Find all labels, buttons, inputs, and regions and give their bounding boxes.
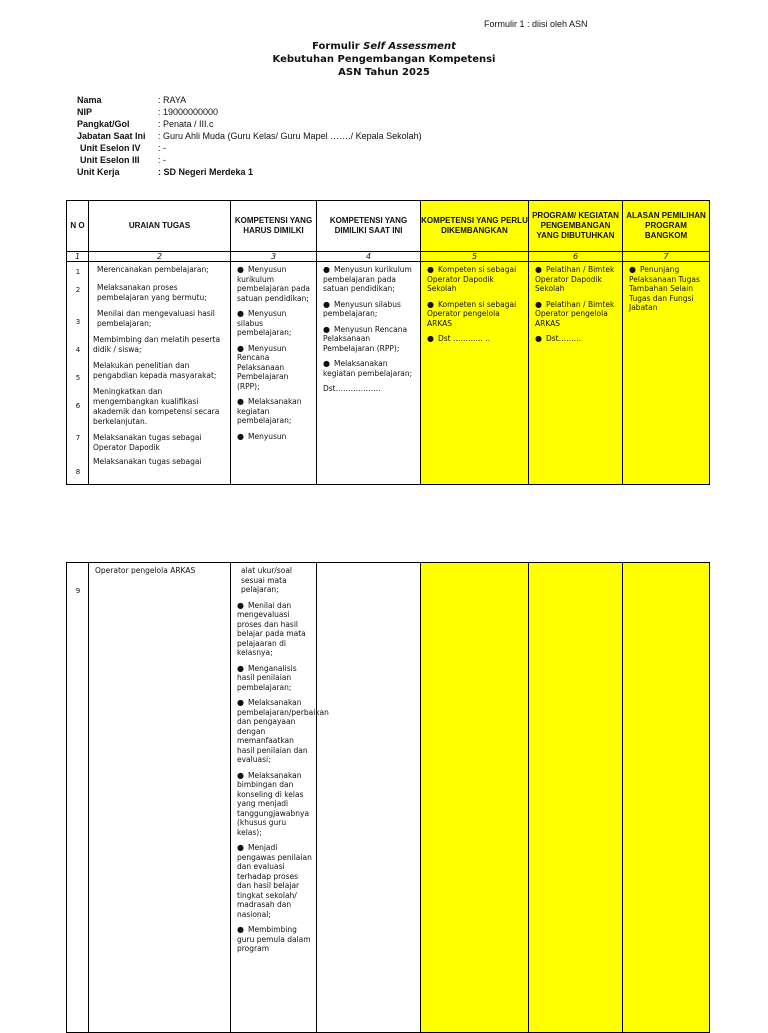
row-number: 5 [75,374,81,382]
uraian-item: Merencanakan pembelajaran; [97,265,209,274]
competency-table [66,200,710,485]
row-number: 2 [75,286,81,294]
identity-row-jabatan: Jabatan Saat Ini : Guru Ahli Muda (Guru Kelas/ Guru Mapel ……./ Kepala Sekolah) [77,131,422,141]
competency-bullet: ● Melaksanakan kegiatan pembelajaran; [323,359,413,378]
uraian-item: Menilai dan mengevaluasi hasil pembelajaran; [97,309,215,328]
header-perlu: KOMPETENSI YANG PERLU DIKEMBANGKAN [421,201,529,252]
table-header-row [67,201,710,252]
col-number: 2 [89,252,231,262]
identity-block [77,94,422,178]
competency-continuation: alat ukur/soal sesuai mata pelajaran; [241,566,293,594]
row-number: 7 [75,434,81,442]
dimiliki-cell-empty [317,563,421,1033]
col-number: 6 [529,252,623,262]
header-dimiliki: KOMPETENSI YANG DIMILIKI SAAT INI [317,201,421,252]
bullet-icon: ● [237,265,244,274]
col-number: 4 [317,252,421,262]
uraian-item: Melaksanakan tugas sebagai [93,457,202,466]
row-numbers-cell [67,563,89,1033]
identity-row-pangkat: Pangkat/Gol : Penata / III.c [77,119,214,129]
bullet-icon: ● [427,334,434,343]
header-program: PROGRAM/ KEGIATAN PENGEMBANGAN YANG DIBUTUHKAN [529,201,623,252]
bullet-icon: ● [427,299,434,309]
col-number: 7 [623,252,710,262]
program-cell [529,262,623,485]
alasan-cell [623,262,710,485]
dimiliki-continuation: Dst……………… [323,384,381,393]
competency-bullet: ● Menyusun silabus pembelajaran; [237,309,292,337]
bullet-icon: ● [237,770,244,780]
perlu-cell-empty [421,563,529,1033]
title-italic: Self Assessment [363,41,456,52]
competency-bullet: ● Menyusun silabus pembelajaran; [323,299,401,318]
title-line-3: ASN Tahun 2025 [338,67,430,78]
competency-bullet: ● Melaksanakan kegiatan pembelajaran; [237,397,302,425]
competency-bullet: ● Dst ………… .. [427,334,491,343]
uraian-item: Membimbing dan melatih peserta didik / siswa; [93,335,221,354]
competency-bullet: ● Membimbing guru pemula dalam program [237,925,311,953]
identity-row-nama: Nama : RAYA [77,95,187,105]
bullet-icon: ● [535,299,542,309]
bullet-icon: ● [323,324,330,334]
competency-bullet: ● Menyusun [237,431,287,441]
bullet-icon: ● [237,925,244,934]
uraian-item: Melaksanakan tugas sebagai Operator Dapodik [93,433,202,452]
competency-bullet: ● Kompeten si sebagai Operator Dapodik Sekolah [427,265,517,293]
row-numbers-cell [67,262,89,485]
form-note: Formulir 1 : diisi oleh ASN [484,19,588,29]
bullet-icon: ● [237,343,244,353]
competency-bullet: ● Melaksanakan bimbingan dan konseling di kelas yang menjadi tanggungjawabnya (khusus guru kelas); [237,770,310,837]
identity-row-eselon-iv: Unit Eselon IV : - [80,143,166,153]
bullet-icon: ● [535,265,542,274]
title-line-2: Kebutuhan Pengembangan Kompetensi [272,54,496,65]
table-row [67,262,710,485]
program-bullet: ● Dst……… [535,334,582,343]
uraian-item: Operator pengelola ARKAS [95,566,196,575]
table-row [67,563,710,1033]
uraian-item: Meningkatkan dan mengembangkan kualifikasi akademik dan kompetensi secara berkelanjutan. [93,387,220,426]
row-number: 4 [75,346,81,354]
program-cell-empty [529,563,623,1033]
perlu-cell [421,262,529,485]
dimiliki-cell [317,262,421,485]
uraian-cell [89,563,231,1033]
row-number: 8 [75,468,81,476]
header-alasan: ALASAN PEMILIHAN PROGRAM BANGKOM [623,201,710,252]
identity-row-eselon-iii: Unit Eselon III : - [80,155,166,165]
competency-bullet: ● Menilai dan mengevaluasi proses dan hasil belajar pada mata pelajaaran di kelasnya; [237,600,306,657]
bullet-icon: ● [427,265,434,274]
column-number-row [67,252,710,262]
competency-table-continued [66,562,710,1033]
col-number: 3 [231,252,317,262]
row-number: 6 [75,402,81,410]
identity-row-unit-kerja: Unit Kerja : SD Negeri Merdeka 1 [77,167,254,177]
alasan-cell-empty [623,563,710,1033]
title-line-1 [0,40,768,53]
row-number: 3 [75,318,81,326]
bullet-icon: ● [237,663,244,673]
competency-bullet: ● Menjadi pengawas penilaian dan evaluasi terhadap proses dan hasil belajar tingkat sekolah/ madrasah dan nasional; [237,843,312,919]
competency-bullet: ● Menyusun kurikulum pembelajaran pada satuan pendidikan; [237,265,310,303]
program-bullet: ● Pelatihan / Bimtek Operator Dapodik Sekolah [535,265,615,293]
bullet-icon: ● [323,299,330,309]
bullet-icon: ● [237,309,244,318]
bullet-icon: ● [629,265,636,274]
harus-cell [231,563,329,1033]
competency-bullet: ● Melaksanakan pembelajaran/perbaikan dan pengayaan dengan memanfaatkan hasil penilaian dan evaluasi; [237,698,329,764]
competency-bullet: ● Menyusun Rencana Pelaksanaan Pembelajaran (RPP); [237,343,289,391]
header-no: N O [67,201,89,252]
col-number: 1 [67,252,89,262]
col-number: 5 [421,252,529,262]
bullet-icon: ● [237,397,244,406]
competency-bullet: ● Menyusun kurikulum pembelajaran pada satuan pendidikan; [323,265,412,293]
bullet-icon: ● [237,843,244,852]
bullet-icon: ● [323,265,330,274]
identity-row-nip: NIP : 19000000000 [77,107,219,117]
harus-cell [231,262,317,485]
alasan-bullet: ● Penunjang Pelaksanaan Tugas Tambahan Selain Tugas dan Fungsi Jabatan [629,265,700,312]
row-number: 9 [75,587,81,595]
bullet-icon: ● [237,698,244,707]
competency-bullet: ● Menganalisis hasil penilaian pembelajaran; [237,663,297,692]
header-uraian: URAIAN TUGAS [89,201,231,252]
bullet-icon: ● [237,431,244,441]
program-bullet: ● Pelatihan / Bimtek Operator pengelola ARKAS [535,299,615,328]
bullet-icon: ● [237,600,244,610]
uraian-cell [89,262,231,485]
uraian-item: Melaksanakan proses pembelajaran yang bermutu; [97,283,207,302]
bullet-icon: ● [535,334,542,343]
competency-bullet: ● Kompeten si sebagai Operator pengelola ARKAS [427,299,517,328]
competency-bullet: ● Menyusun Rencana Pelaksanaan Pembelajaran (RPP); [323,324,408,353]
form-title [0,40,768,79]
bullet-icon: ● [323,359,330,368]
header-harus: KOMPETENSI YANG HARUS DIMILKI [231,201,317,252]
uraian-item: Melakukan penelitian dan pengabdian kepada masyarakat; [93,361,217,380]
row-number: 1 [75,268,81,276]
title-prefix: Formulir [312,41,364,52]
